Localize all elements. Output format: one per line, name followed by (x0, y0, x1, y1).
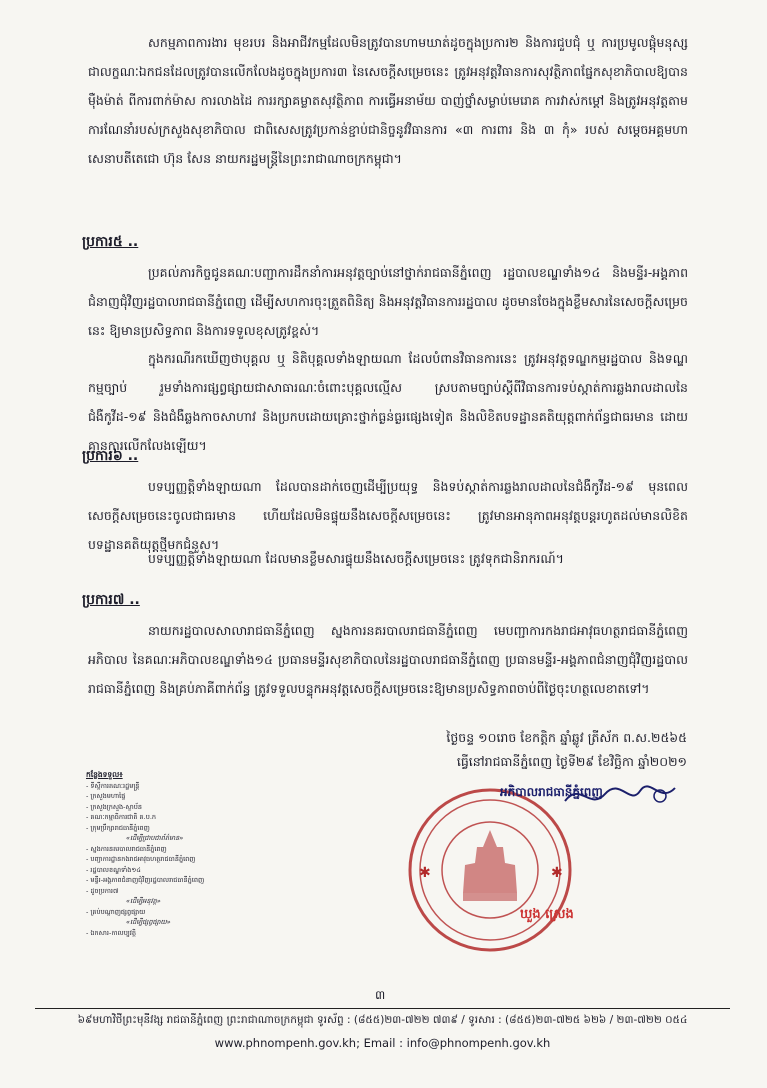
official-seal-icon (405, 785, 575, 955)
recipient-item: - បញ្ជាការដ្ឋានកងរាជអាវុធហត្ថរាជធានីភ្នំពេញ (86, 855, 196, 863)
footer-divider (35, 1008, 730, 1009)
signatory-name: ឃួង ស្រេង (520, 907, 574, 922)
recipient-item: - ឯកសារ-កាលប្បវត្តិ (86, 928, 136, 937)
article-5-heading: ប្រការ៥ .. (82, 234, 139, 250)
article-6-paragraph-1: បទប្បញ្ញត្តិទាំងឡាយណា ដែលបានដាក់ចេញដើម្បីប្រយុទ្ធ និងទប់ស្កាត់ការឆ្លងរាលដាលនៃជំងឺកូវីដ-១៩ មុនពេលសេចក្ដីសម្រេចនេះចូលជាធរមាន ហើយដែលមិនផ្ទុយនឹងសេចក្ដីសម្រេចនេះ ត្រូវមានអានុភាពអនុវត្តបន្តរហូតដល់មានលិខិតបទដ្ឋានគតិយុត្តថ្មីមកជំនួស។ (88, 479, 688, 552)
svg-text:✱: ✱ (551, 865, 563, 881)
page-number: ៣ (375, 988, 386, 1002)
signature-icon (560, 776, 680, 816)
recipient-item: - ស្នងការនគរបាលរាជធានីភ្នំពេញ (86, 844, 167, 853)
recipient-item: - ដូចប្រការ៧ (86, 886, 119, 895)
lunar-date: ថ្ងៃចន្ទ ១០រោច ខែកត្ដិក ឆ្នាំឆ្លូវ ត្រីស័ក ព.ស.២៥៦៥ (446, 730, 687, 745)
recipient-item: - រដ្ឋបាលខណ្ឌទាំង១៤ (86, 865, 141, 874)
article-6-heading: ប្រការ៦ .. (82, 448, 139, 464)
article-5-paragraph-1: ប្រគល់ភារកិច្ចជូនគណៈបញ្ជាការដឹកនាំការអនុវត្តច្បាប់នៅថ្នាក់រាជធានីភ្នំពេញ រដ្ឋបាលខណ្ឌទាំង១៤ និងមន្ទីរ-អង្គភាពជំនាញជុំវិញរដ្ឋបាលរាជធានីភ្នំពេញ ដើម្បីសហការចុះត្រួតពិនិត្យ និងអនុវត្តវិធានការរដ្ឋបាល ដូចមានចែងក្នុងខ្លឹមសារនៃសេចក្ដីសម្រេចនេះ ឱ្យមានប្រសិទ្ធភាព និងការទទួលខុសត្រូវខ្ពស់។ (88, 265, 688, 338)
recipient-item: - ក្រសួងមហាផ្ទៃ (86, 792, 126, 800)
article-6-paragraph-2: បទប្បញ្ញត្តិទាំងឡាយណា ដែលមានខ្លឹមសារផ្ទុយនឹងសេចក្ដីសម្រេចនេះ ត្រូវទុកជានិរាករណ៍។ (148, 551, 564, 566)
recipient-item: - គណៈកម្មាធិការជាតិ គ.ប.ក (86, 813, 157, 821)
footer-contact: www.phnompenh.gov.kh; Email : info@phnompenh.gov.kh (214, 1036, 551, 1050)
recipient-item: - មន្ទីរ-អង្គភាពជំនាញជុំវិញរដ្ឋបាលរាជធានីភ្នំពេញ (86, 876, 205, 884)
recipient-item: - ទីស្ដីការគណៈរដ្ឋមន្ត្រី (86, 781, 140, 790)
recipient-purpose: «ដើម្បីជ្រាបជាព័ត៌មាន» (126, 834, 184, 842)
recipients-title: កន្លែងទទួល៖ (86, 770, 123, 779)
solar-date: ធ្វើនៅរាជធានីភ្នំពេញ ថ្ងៃទី២៩ ខែវិច្ឆិកា ឆ្នាំ២០២១ (456, 754, 687, 769)
recipient-item: - ក្រុមប្រឹក្សារាជធានីភ្នំពេញ (86, 823, 150, 832)
recipient-purpose: «ដើម្បីអនុវត្ត» (126, 897, 161, 905)
paragraph-measures: សកម្មភាពការងារ មុខរបរ និងអាជីវកម្មដែលមិនត្រូវបានហាមឃាត់ដូចក្នុងប្រការ២ និងការជួបជុំ ឬ ការប្រមូលផ្ដុំមនុស្សជាលក្ខណៈឯកជនដែលត្រូវបានលើកលែងដូចក្នុងប្រការ៣ នៃសេចក្ដីសម្រេចនេះ ត្រូវអនុវត្តវិធានការសុវត្ថិភាពផ្នែកសុខាភិបាលឱ្យបានម៉ឺងម៉ាត់ ពីការពាក់ម៉ាស ការលាងដៃ ការរក្សាគម្លាតសុវត្ថិភាព ការធ្វើអនាម័យ បាញ់ថ្នាំសម្លាប់មេរោគ ការវាស់កម្ដៅ និងត្រូវអនុវត្តតាមការណែនាំរបស់ក្រសួងសុខាភិបាល ជាពិសេសត្រូវប្រកាន់ខ្ជាប់ជានិច្ចនូវវិធានការ «៣ ការពារ និង ៣ កុំ» របស់ សម្ដេចអគ្គមហាសេនាបតីតេជោ ហ៊ុន សែន នាយករដ្ឋមន្ត្រីនៃព្រះរាជាណាចក្រកម្ពុជា។ (88, 35, 688, 166)
recipient-item: - គ្រប់បណ្ដាញផ្សព្វផ្សាយ (86, 907, 146, 916)
svg-text:✱: ✱ (419, 865, 431, 881)
recipient-purpose: «ដើម្បីផ្សព្វផ្សាយ» (126, 918, 171, 926)
article-7-paragraph: នាយករដ្ឋបាលសាលារាជធានីភ្នំពេញ ស្នងការនគរបាលរាជធានីភ្នំពេញ មេបញ្ជាការកងរាជអាវុធហត្ថរាជធានីភ្នំពេញ អភិបាល នៃគណៈអភិបាលខណ្ឌទាំង១៤ ប្រធានមន្ទីរសុខាភិបាលនៃរដ្ឋបាលរាជធានីភ្នំពេញ ប្រធានមន្ទីរ-អង្គភាពជំនាញជុំវិញរដ្ឋបាលរាជធានីភ្នំពេញ និងគ្រប់ភាគីពាក់ព័ន្ធ ត្រូវទទួលបន្ទុកអនុវត្តសេចក្ដីសម្រេចនេះឱ្យមានប្រសិទ្ធភាពចាប់ពីថ្ងៃចុះហត្ថលេខាតទៅ។ (88, 623, 688, 696)
footer-address: ៦៩មហាវិថីព្រះមុនីវង្ស រាជធានីភ្នំពេញ ព្រះរាជាណាចក្រកម្ពុជា ទូរស័ព្ទ : (៨៥៥)២៣-៧២២ ៧៣៩ / ទូរសារ : (៨៥៥)២៣-៧២៥ ៦២៦ / ២៣-៧២២ ០៥៤ (77, 1014, 688, 1026)
signatory-title: អភិបាលរាជធានីភ្នំពេញ (500, 785, 603, 799)
recipient-item: - ក្រសួងក្រសួង-ស្ថាប័ន (86, 802, 143, 811)
article-7-heading: ប្រការ៧ .. (82, 592, 140, 608)
recipients-list (86, 770, 386, 938)
article-5-paragraph-2: ក្នុងករណីរកឃើញថាបុគ្គល ឬ និតិបុគ្គលទាំងឡាយណា ដែលបំពានវិធានការនេះ ត្រូវអនុវត្តទណ្ឌកម្មរដ្ឋបាល និងទណ្ឌកម្មច្បាប់ រួមទាំងការផ្សព្វផ្សាយជាសាធារណៈចំពោះបុគ្គលល្មើស ស្របតាមច្បាប់ស្ដីពីវិធានការទប់ស្កាត់ការឆ្លងរាលដាលនៃជំងឺកូវីដ-១៩ និងជំងឺឆ្លងកាចសាហាវ និងប្រកបដោយគ្រោះថ្នាក់ធ្ងន់ធ្ងរផ្សេងទៀត និងលិខិតបទដ្ឋានគតិយុត្តពាក់ព័ន្ធជាធរមាន ដោយគ្មានការលើកលែងឡើយ។ (88, 351, 688, 453)
